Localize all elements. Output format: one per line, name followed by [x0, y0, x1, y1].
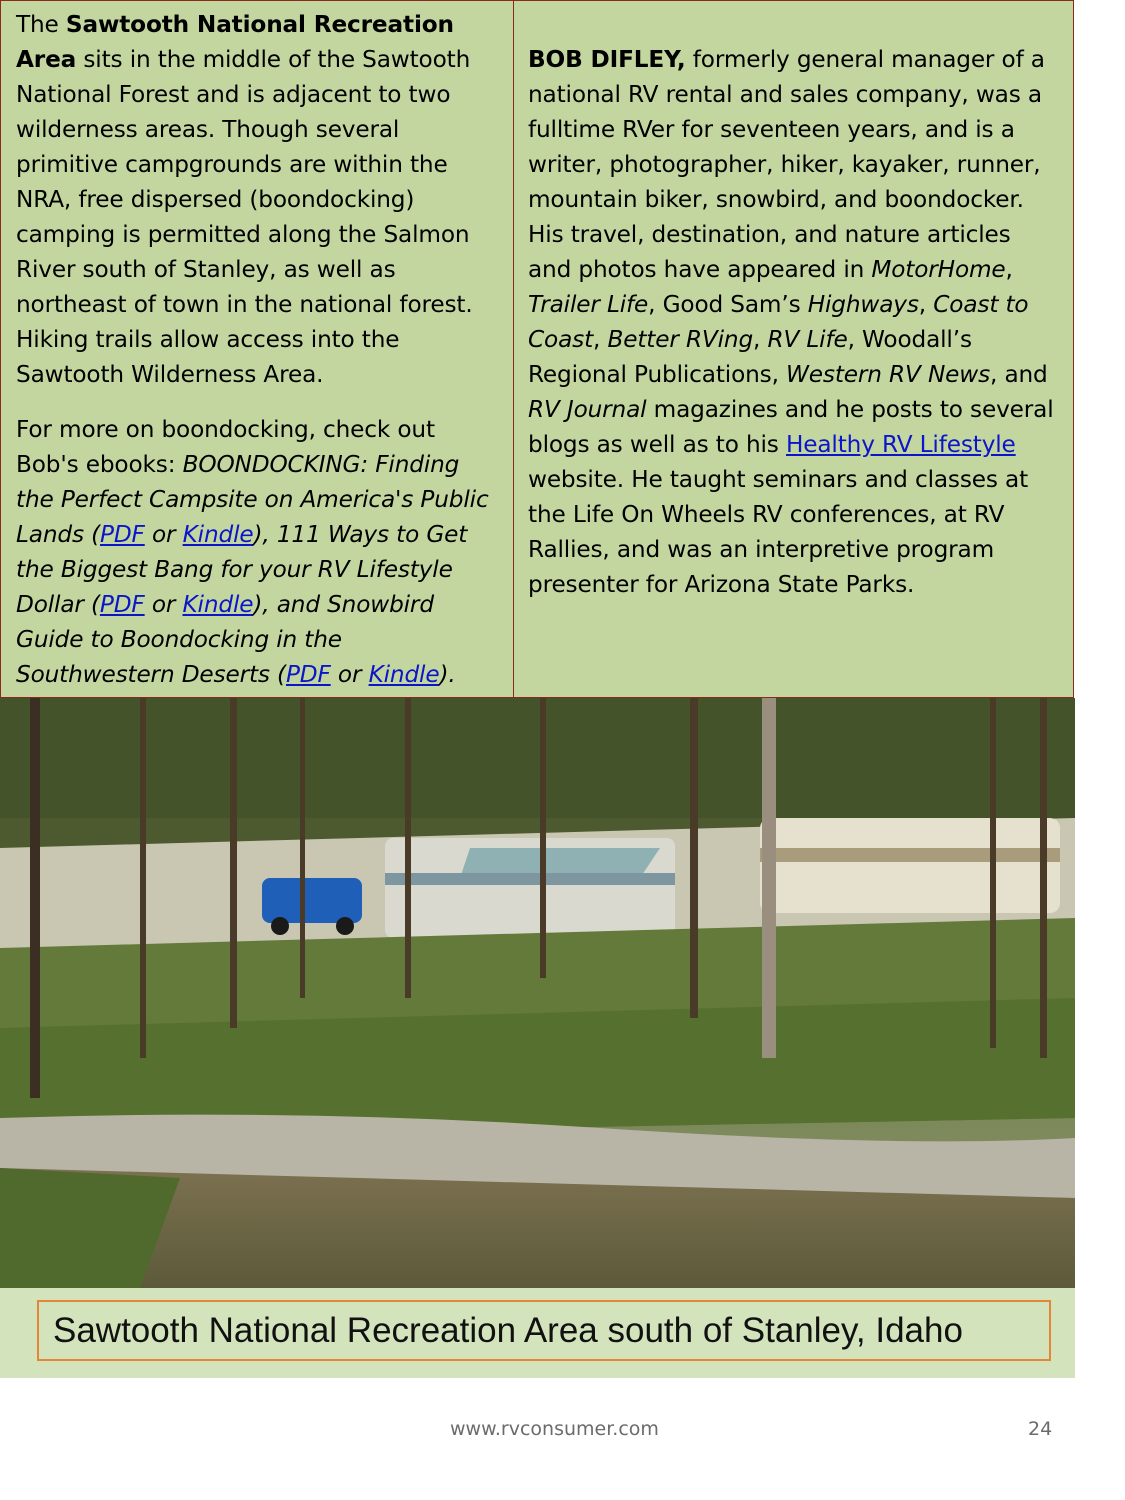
magazine-title: Western RV News — [786, 361, 991, 388]
bio-text: , Woodall’s Regional Publications, — [528, 326, 972, 388]
photo-caption: Sawtooth National Recreation Area south of Stanley, Idaho — [53, 1310, 963, 1350]
snowbird-pdf-link[interactable]: PDF — [285, 661, 331, 688]
magazine-title: Highways — [807, 291, 919, 318]
111-ways-pdf-link[interactable]: PDF — [99, 591, 145, 618]
photo-caption-box — [37, 1300, 1051, 1361]
sawtooth-nra-bold: Sawtooth National Recreation Area — [16, 11, 454, 73]
or-text: or — [330, 661, 369, 688]
111-ways-kindle-link[interactable]: Kindle — [182, 591, 254, 618]
bio-text: , — [753, 326, 768, 353]
magazine-title: Better RVing — [607, 326, 754, 353]
author-bio — [528, 42, 1059, 602]
magazine-title: MotorHome — [871, 256, 1006, 283]
magazine-title: RV Journal — [528, 396, 647, 423]
magazine-title: Trailer Life — [528, 291, 649, 318]
caption-band — [0, 1288, 1075, 1378]
page-number: 24 — [1028, 1418, 1053, 1440]
author-name: BOB DIFLEY, — [528, 46, 686, 73]
sawtooth-paragraph — [16, 7, 503, 392]
para2-end: ). — [439, 661, 456, 688]
bio-text: , — [918, 291, 934, 318]
campsite-photo — [0, 698, 1075, 1288]
magazine-title: Coast to Coast — [528, 291, 1029, 353]
snowbird-kindle-link[interactable]: Kindle — [368, 661, 440, 688]
or-text: or — [144, 521, 183, 548]
ebooks-paragraph — [16, 412, 503, 692]
para1-intro: The — [16, 11, 66, 38]
boondocking-pdf-link[interactable]: PDF — [100, 521, 145, 548]
ebook-boondocking-title: BOONDOCKING: Finding the Perfect Campsite on America's Public Lands ( — [16, 451, 489, 548]
boondocking-kindle-link[interactable]: Kindle — [182, 521, 254, 548]
bio-text: , — [593, 326, 608, 353]
or-text: or — [144, 591, 183, 618]
right-column — [514, 1, 1073, 697]
bio-text: formerly general manager of a national RV rental and sales company, was a fulltime RVer for seventeen years, and is a writer, photographer, hiker, kayaker, runner, mountain biker, snowbird, and boondocker. His travel, destination, and nature articles and photos have appeared in — [528, 46, 1045, 283]
ebook-snowbird-title: ), and Snowbird Guide to Boondocking in the Southwestern Deserts ( — [16, 591, 434, 688]
bio-text: , — [1005, 256, 1013, 283]
para1-body: sits in the middle of the Sawtooth National Forest and is adjacent to two wilderness areas. Though several primitive campgrounds are within the NRA, free dispersed (boondocking) camping is permitted along the Salmon River south of Stanley, as well as northeast of town in the national forest. Hiking trails allow access into the Sawtooth Wilderness Area. — [16, 46, 473, 388]
left-column — [1, 1, 514, 697]
magazine-title: RV Life — [767, 326, 848, 353]
footer-website: www.rvconsumer.com — [450, 1418, 659, 1440]
healthy-rv-lifestyle-link[interactable]: Healthy RV Lifestyle — [785, 431, 1016, 458]
article-text-box — [0, 0, 1074, 698]
bio-text: website. He taught seminars and classes at the Life On Wheels RV conferences, at RV Rallies, and was an interpretive program presenter for Arizona State Parks. — [528, 466, 1029, 598]
ebook-list — [16, 451, 489, 688]
bio-text: magazines and he posts to several blogs as well as to his — [528, 396, 1054, 458]
bio-text: , Good Sam’s — [648, 291, 808, 318]
para2-intro: For more on boondocking, check out Bob's ebooks: — [16, 416, 435, 478]
campsite-photo-illustration — [0, 698, 1075, 1288]
bio-text: , and — [990, 361, 1048, 388]
ebook-111-ways-title: ), 111 Ways to Get the Biggest Bang for your RV Lifestyle Dollar ( — [16, 521, 468, 618]
